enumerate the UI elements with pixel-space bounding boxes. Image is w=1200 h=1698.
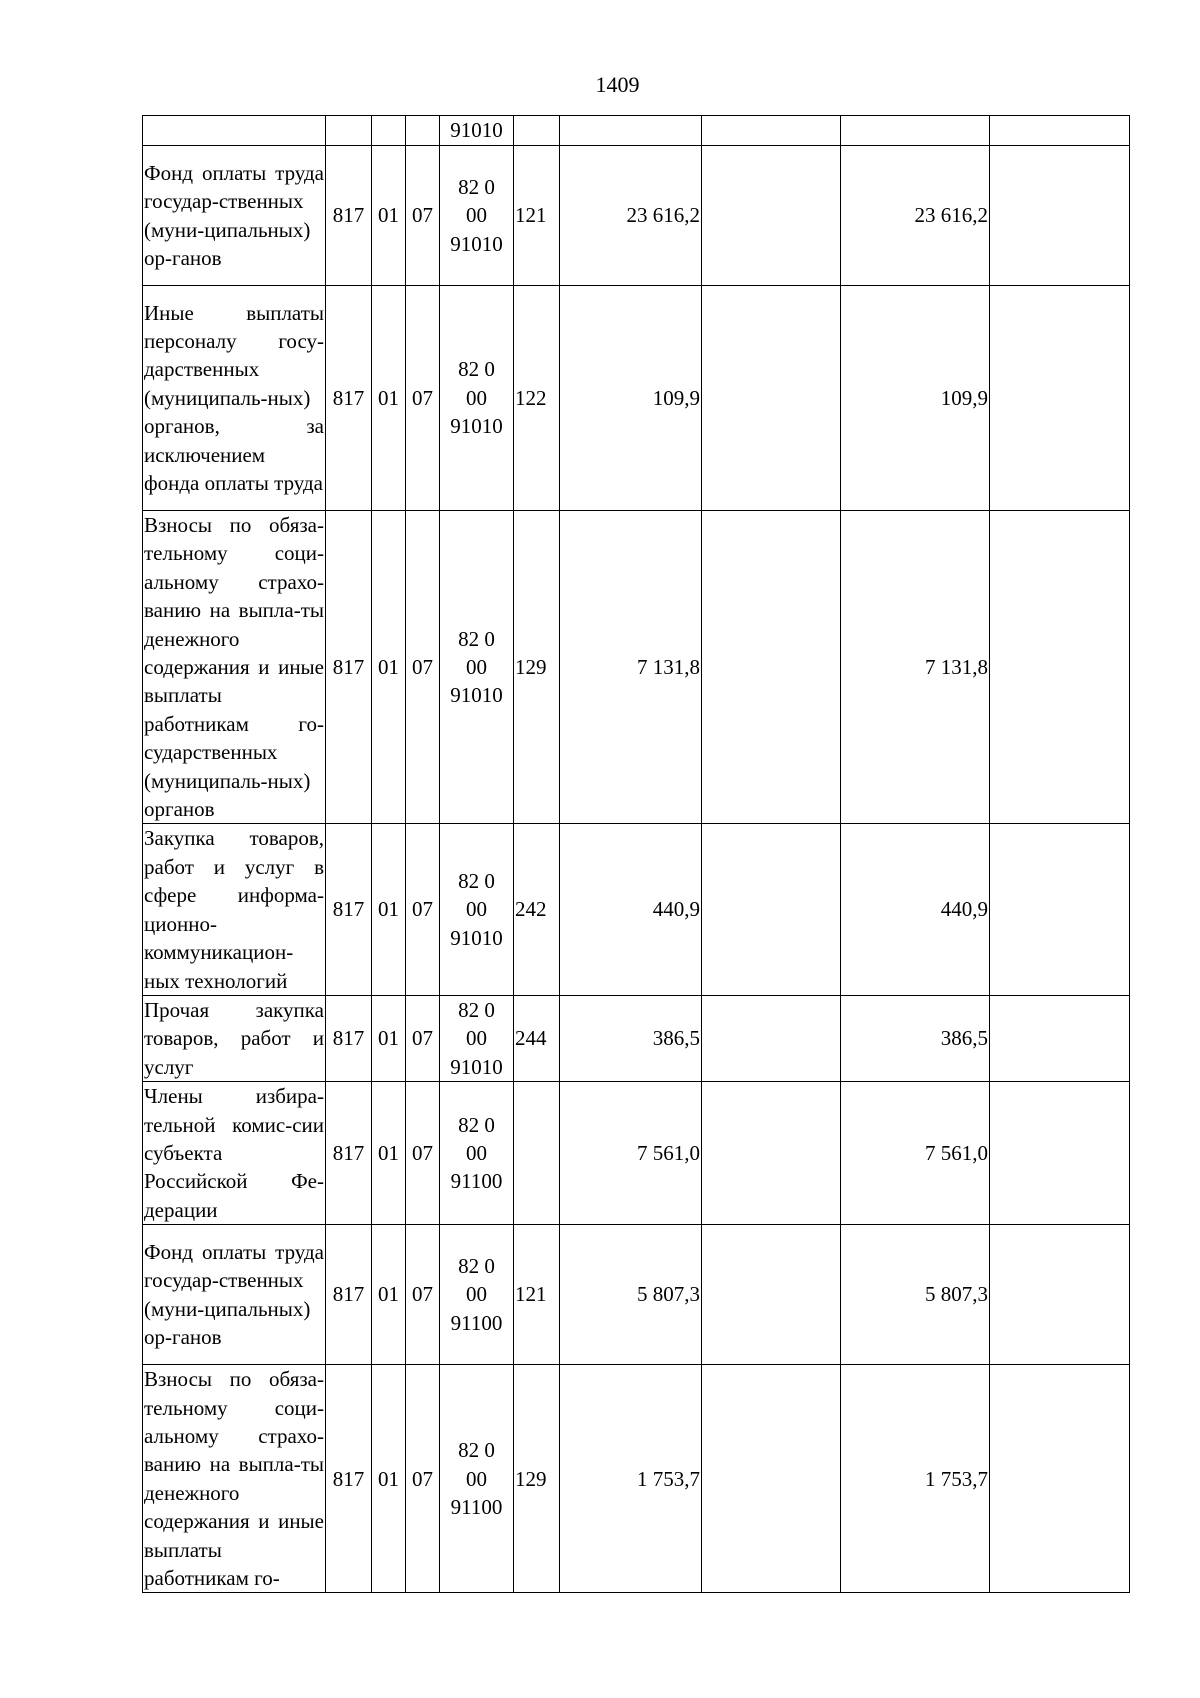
row-name-cell: Взносы по обяза-тельному соци-альному страхо-ванию на выпла-ты денежного содержания и иные выплаты работникам го-сударственных (муниципаль-ных) органов (143, 511, 326, 824)
ministry-code-cell: 817 (326, 1365, 372, 1593)
section-code-cell: 01 (372, 995, 406, 1081)
total-amount-cell: 386,5 (560, 995, 702, 1081)
ministry-code-cell: 817 (326, 1225, 372, 1365)
amount-cell-b (702, 146, 841, 286)
target-article-part: 82 0 (458, 869, 495, 894)
target-article-cell (440, 146, 514, 286)
amount-cell-d (990, 824, 1130, 995)
amount-cell-c: 1 753,7 (841, 1365, 990, 1593)
target-article-part: 91010 (450, 1054, 503, 1079)
table-body (143, 116, 1130, 1593)
amount-cell-c: 440,9 (841, 824, 990, 995)
section-code-cell: 01 (372, 1365, 406, 1593)
section-code-cell: 01 (372, 824, 406, 995)
amount-cell-b (702, 1225, 841, 1365)
target-article-part: 82 0 (458, 997, 495, 1022)
ministry-code-cell: 817 (326, 824, 372, 995)
subsection-code-cell: 07 (406, 146, 440, 286)
total-amount-cell: 7 131,8 (560, 511, 702, 824)
total-amount-cell: 1 753,7 (560, 1365, 702, 1593)
amount-cell-d (990, 1225, 1130, 1365)
expense-type-cell (514, 116, 560, 146)
target-article-part: 91100 (450, 1310, 503, 1335)
amount-cell-c: 109,9 (841, 286, 990, 511)
total-amount-cell: 5 807,3 (560, 1225, 702, 1365)
amount-cell-d (990, 146, 1130, 286)
target-article-part: 91010 (450, 414, 503, 439)
row-name-cell: Фонд оплаты труда государ-ственных (муни-ципальных) ор-ганов (143, 146, 326, 286)
target-article-cell (440, 1365, 514, 1593)
ministry-code-cell: 817 (326, 286, 372, 511)
subsection-code-cell: 07 (406, 511, 440, 824)
target-article-part: 82 0 (458, 1254, 495, 1279)
target-article-cell (440, 995, 514, 1081)
row-name-cell: Прочая закупка товаров, работ и услуг (143, 995, 326, 1081)
expense-type-cell (514, 1082, 560, 1225)
amount-cell-c: 7 131,8 (841, 511, 990, 824)
section-code-cell: 01 (372, 511, 406, 824)
target-article-cell (440, 1082, 514, 1225)
ministry-code-cell: 817 (326, 1082, 372, 1225)
amount-cell-b (702, 1082, 841, 1225)
total-amount-cell: 109,9 (560, 286, 702, 511)
subsection-code-cell: 07 (406, 1365, 440, 1593)
amount-cell-c: 386,5 (841, 995, 990, 1081)
amount-cell-c (841, 116, 990, 146)
target-article-part: 00 (466, 203, 487, 228)
table-row (143, 116, 1130, 146)
target-article-cell (440, 1225, 514, 1365)
amount-cell-b (702, 116, 841, 146)
page-number: 1409 (595, 72, 640, 97)
amount-cell-b (702, 511, 841, 824)
subsection-code-cell: 07 (406, 995, 440, 1081)
table-row (143, 1225, 1130, 1365)
target-article-part: 00 (466, 897, 487, 922)
table-row (143, 824, 1130, 995)
total-amount-cell: 7 561,0 (560, 1082, 702, 1225)
target-article-part: 91010 (450, 231, 503, 256)
table-row (143, 995, 1130, 1081)
target-article-part: 00 (466, 1466, 487, 1491)
target-article-part: 00 (466, 1140, 487, 1165)
amount-cell-b (702, 1365, 841, 1593)
target-article-part: 00 (466, 655, 487, 680)
table-row (143, 1082, 1130, 1225)
total-amount-cell (560, 116, 702, 146)
subsection-code-cell: 07 (406, 824, 440, 995)
row-name-cell (143, 116, 326, 146)
target-article-part: 91100 (450, 1494, 503, 1519)
amount-cell-d (990, 1365, 1130, 1593)
amount-cell-d (990, 511, 1130, 824)
expense-type-cell: 121 (514, 1225, 560, 1365)
target-article-cell (440, 824, 514, 995)
target-article-cell (440, 116, 514, 146)
total-amount-cell: 23 616,2 (560, 146, 702, 286)
ministry-code-cell (326, 116, 372, 146)
target-article-part: 82 0 (458, 626, 495, 651)
expense-type-cell: 244 (514, 995, 560, 1081)
expense-type-cell: 129 (514, 511, 560, 824)
target-article-part: 00 (466, 1282, 487, 1307)
table-row (143, 511, 1130, 824)
target-article-cell (440, 511, 514, 824)
target-article-part: 91010 (450, 683, 503, 708)
expense-type-cell: 122 (514, 286, 560, 511)
amount-cell-d (990, 995, 1130, 1081)
section-code-cell (372, 116, 406, 146)
ministry-code-cell: 817 (326, 995, 372, 1081)
amount-cell-c: 5 807,3 (841, 1225, 990, 1365)
subsection-code-cell: 07 (406, 1225, 440, 1365)
target-article-part: 82 0 (458, 1438, 495, 1463)
section-code-cell: 01 (372, 146, 406, 286)
target-article-cell (440, 286, 514, 511)
amount-cell-d (990, 1082, 1130, 1225)
subsection-code-cell: 07 (406, 286, 440, 511)
section-code-cell: 01 (372, 1082, 406, 1225)
amount-cell-b (702, 995, 841, 1081)
amount-cell-d (990, 286, 1130, 511)
row-name-cell: Фонд оплаты труда государ-ственных (муни-ципальных) ор-ганов (143, 1225, 326, 1365)
amount-cell-c: 23 616,2 (841, 146, 990, 286)
subsection-code-cell (406, 116, 440, 146)
target-article-part: 82 0 (458, 174, 495, 199)
target-article-part: 91010 (450, 118, 503, 143)
row-name-cell: Иные выплаты персоналу госу-дарственных (муниципаль-ных) органов, за исключением фонда оплаты труда (143, 286, 326, 511)
budget-table (142, 115, 1130, 1593)
expense-type-cell: 129 (514, 1365, 560, 1593)
amount-cell-c: 7 561,0 (841, 1082, 990, 1225)
row-name-cell: Взносы по обяза-тельному соци-альному страхо-ванию на выпла-ты денежного содержания и иные выплаты работникам го- (143, 1365, 326, 1593)
ministry-code-cell: 817 (326, 511, 372, 824)
table-row (143, 146, 1130, 286)
amount-cell-b (702, 286, 841, 511)
expense-type-cell: 242 (514, 824, 560, 995)
target-article-part: 82 0 (458, 1112, 495, 1137)
amount-cell-d (990, 116, 1130, 146)
row-name-cell: Члены избира-тельной комис-сии субъекта Российской Фе-дерации (143, 1082, 326, 1225)
ministry-code-cell: 817 (326, 146, 372, 286)
table-row (143, 286, 1130, 511)
amount-cell-b (702, 824, 841, 995)
subsection-code-cell: 07 (406, 1082, 440, 1225)
section-code-cell: 01 (372, 286, 406, 511)
table-row (143, 1365, 1130, 1593)
total-amount-cell: 440,9 (560, 824, 702, 995)
row-name-cell: Закупка товаров, работ и услуг в сфере информа-ционно-коммуникацион-ных технологий (143, 824, 326, 995)
target-article-part: 91010 (450, 925, 503, 950)
section-code-cell: 01 (372, 1225, 406, 1365)
target-article-part: 91100 (450, 1169, 503, 1194)
target-article-part: 82 0 (458, 357, 495, 382)
target-article-part: 00 (466, 1026, 487, 1051)
target-article-part: 00 (466, 385, 487, 410)
expense-type-cell: 121 (514, 146, 560, 286)
